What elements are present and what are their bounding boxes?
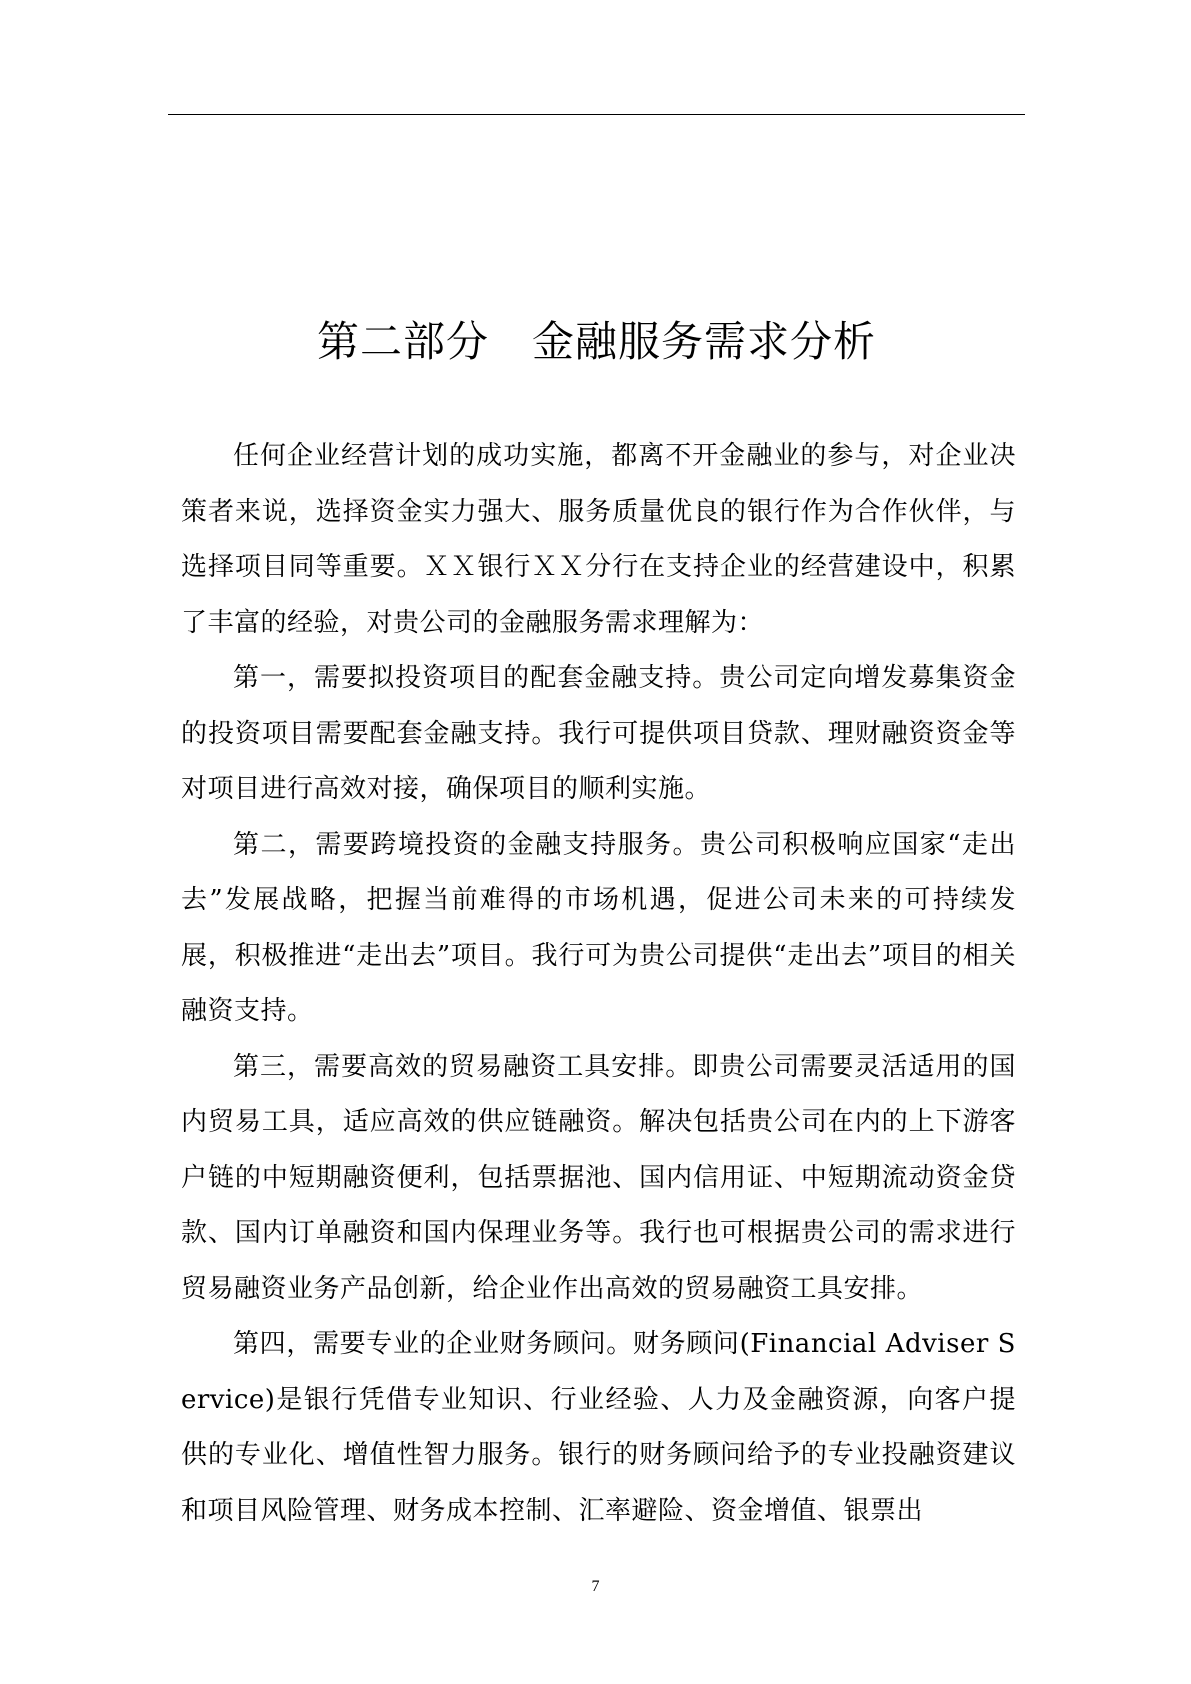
paragraph-first-need: 第一，需要拟投资项目的配套金融支持。贵公司定向增发募集资金的投资项目需要配套金融支持。我行可提供项目贷款、理财融资资金等对项目进行高效对接，确保项目的顺利实施。 bbox=[181, 663, 1016, 804]
paragraph-fourth-need: 第四，需要专业的企业财务顾问。财务顾问(Financial Adviser Service)是银行凭借专业知识、行业经验、人力及金融资源，向客户提供的专业化、增值性智力服务。银行的财务顾问给予的专业投融资建议和项目风险管理、财务成本控制、汇率避险、资金增值、银票出 bbox=[181, 1329, 1016, 1526]
paragraph-intro: 任何企业经营计划的成功实施，都离不开金融业的参与，对企业决策者来说，选择资金实力强大、服务质量优良的银行作为合作伙伴，与选择项目同等重要。ＸＸ银行ＸＸ分行在支持企业的经营建设中，积累了丰富的经验，对贵公司的金融服务需求理解为： bbox=[181, 441, 1016, 638]
body-text bbox=[181, 429, 1016, 1539]
paragraph-second-need: 第二，需要跨境投资的金融支持服务。贵公司积极响应国家“走出去”发展战略，把握当前难得的市场机遇，促进公司未来的可持续发展，积极推进“走出去”项目。我行可为贵公司提供“走出去”项目的相关融资支持。 bbox=[181, 829, 1016, 1026]
chapter-title: 第二部分 金融服务需求分析 bbox=[316, 317, 876, 366]
header-rule bbox=[168, 114, 1025, 115]
paragraph-third-need: 第三，需要高效的贸易融资工具安排。即贵公司需要灵活适用的国内贸易工具，适应高效的供应链融资。解决包括贵公司在内的上下游客户链的中短期融资便利，包括票据池、国内信用证、中短期流动资金贷款、国内订单融资和国内保理业务等。我行也可根据贵公司的需求进行贸易融资业务产品创新，给企业作出高效的贸易融资工具安排。 bbox=[181, 1051, 1016, 1304]
page-number: 7 bbox=[591, 1578, 600, 1595]
